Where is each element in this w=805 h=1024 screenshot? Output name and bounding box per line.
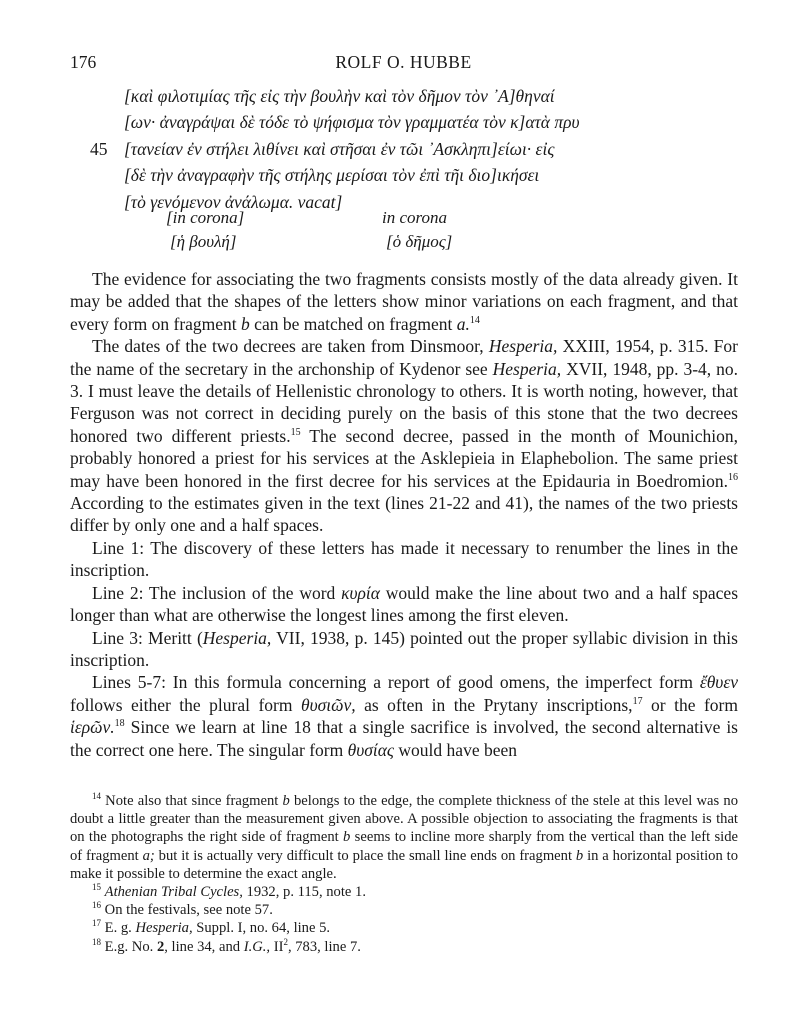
footnote-ref: 17 xyxy=(632,695,643,707)
page-header xyxy=(70,52,737,76)
inscription-text: [τανείαν ἐν στήλει λιθίνει καὶ στῆσαι ἐν τῶι ᾽Ασκληπι]είωι· εἰς xyxy=(124,138,555,159)
footnote: $^{16}$ On the festivals, see note 57. xyxy=(92,900,273,919)
crown-text-left: [ἡ βουλή] xyxy=(170,232,237,251)
crown-label-left: [in corona] xyxy=(166,208,245,227)
inscription-text: [ων· ἀναγράψαι δὲ τόδε τὸ ψήφισμα τὸν γραμματέα τὸν κ]ατὰ πρυ xyxy=(124,112,580,133)
line-number: 45 xyxy=(90,138,108,159)
inscription-text: [τὸ γενόμενον ἀνάλωμα. vacat] xyxy=(124,191,343,212)
inscription-line xyxy=(70,86,740,112)
footnote: $^{17}$ E. g. Hesperia, Suppl. I, no. 64, line 5. xyxy=(92,918,331,937)
footnote-ref: 16 xyxy=(728,471,738,483)
running-head: ROLF O. HUBBE xyxy=(335,52,472,72)
footnote-number: 17 xyxy=(92,918,101,929)
footnote: $^{14}$ Note also that since fragment b belongs to the edge, the complete thickness of the stele at this level was no doubt a little greater than the measurement given above. A possible objection to associating the fragments is that on the photographs the right side of fragment b seems to incline more sharply from the vertical than the left side of fragment a; but it is actually very difficult to place the small line ends on fragment b in a horizontal position to make it possible to determine the exact angle. xyxy=(70,791,738,882)
footnote-number: 18 xyxy=(92,936,101,947)
inscription-line xyxy=(70,139,740,165)
crowns-block xyxy=(70,208,740,256)
footnote-number: 15 xyxy=(92,882,101,893)
paragraph: The dates of the two decrees are taken from Dinsmoor, Hesperia, XXIII, 1954, p. 315. For the name of the secretary in the archonship of Kydenor see Hesperia, XVII, 1948, pp. 3-4, no. 3. I must leave the details of Hellenistic chronology to others. It is worth noting, however, that Ferguson was not correct in deciding purely on the basis of this stone that the two decrees honored two different priests.$^{15}$ The second decree, passed in the month of Mounichion, probably honored a priest for his services at the Asklepieia in Elaphebolion. The same priest may have been honored in the first decree for his services at the Epidauria in Boedromion.$^{16}$ According to the estimates given in the text (lines 21-22 and 41), the names of the two priests differ by only one and a half spaces. xyxy=(70,336,738,536)
inscription-text: [δὲ τὴν ἀναγραφὴν τῆς στήλης μερίσαι τὸν ἐπὶ τῆι διο]ικήσει xyxy=(124,165,540,186)
paragraph: Line 2: The inclusion of the word κυρία would make the line about two and a half spaces longer than what are otherwise the longest lines among the first eleven. xyxy=(70,582,739,626)
paragraph: Line 3: Meritt (Hesperia, VII, 1938, p. 145) pointed out the proper syllabic division in this inscription. xyxy=(70,627,738,670)
crown-row xyxy=(70,232,740,256)
footnote-ref: 15 xyxy=(290,427,301,439)
inscription-text: [καὶ φιλοτιμίας τῆς εἰς τὴν βουλὴν καὶ τὸν δῆμον τὸν ᾽Α]θηναί xyxy=(124,86,555,106)
footnote: $^{18}$ E.g. No. 2, line 34, and I.G., $II^2$, 783, line 7. xyxy=(92,936,361,955)
footnote-number: 14 xyxy=(92,791,101,802)
footnote-number: 16 xyxy=(92,900,101,911)
inscription-line xyxy=(70,112,740,138)
footnote: $^{15}$ Athenian Tribal Cycles, 1932, p. 115, note 1. xyxy=(92,882,366,901)
footnotes xyxy=(70,792,738,956)
crown-label-right: in corona xyxy=(382,208,448,227)
page-number: 176 xyxy=(70,52,97,72)
footnote-ref: 14 xyxy=(469,314,480,326)
greek-inscription xyxy=(70,86,740,218)
paragraph: The evidence for associating the two fragments consists mostly of the data already given. It may be added that the shapes of the letters show minor variations on each fragment, and that every form on fragment b can be matched on fragment a.$^{14}$ xyxy=(70,269,738,334)
footnote-ref: 18 xyxy=(114,718,125,730)
paragraph: Line 1: The discovery of these letters has made it necessary to renumber the lines in the inscription. xyxy=(70,537,738,581)
paragraph: Lines 5-7: In this formula concerning a report of good omens, the imperfect form ἔθυεν follows either the plural form θυσιῶν, as often in the Prytany inscriptions,$^{17}$ or the form ἱερῶν.$^{18}$ Since we learn at line 18 that a single sacrifice is involved, the second alternative is the correct one here. The singular form θυσίας would have been xyxy=(70,672,738,760)
inscription-line xyxy=(70,165,740,191)
body-text xyxy=(70,268,738,761)
crown-text-right: [ὁ δῆμος] xyxy=(386,232,453,251)
crown-row xyxy=(70,208,740,232)
